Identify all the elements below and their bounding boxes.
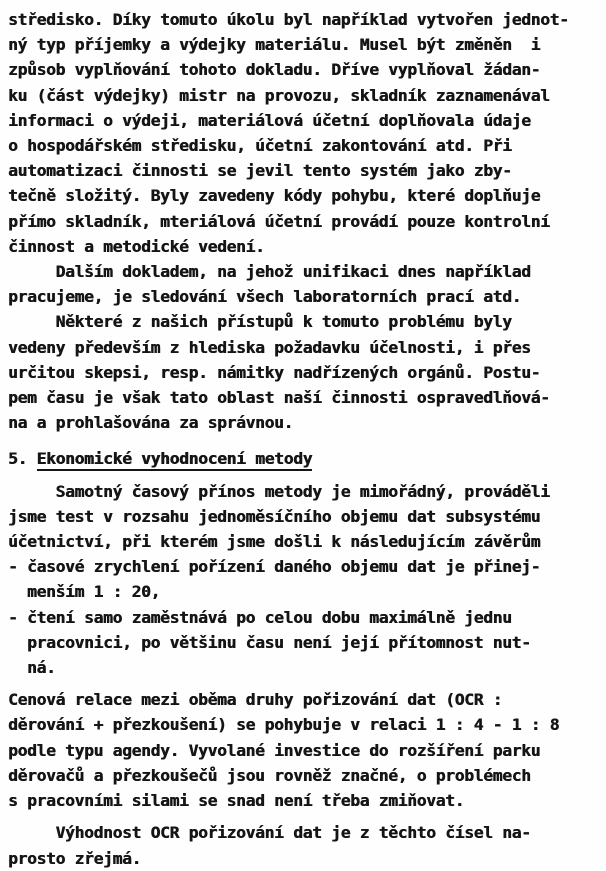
text-line: podle typu agendy. Vyvolané investice do rozšíření parku [8, 740, 541, 760]
text-line: o hospodářském středisku, účetní zakontování atd. Při [8, 136, 512, 156]
text-line: prosto zřejmá. [8, 848, 142, 868]
heading-title: Ekonomické vyhodnocení metody [37, 449, 313, 471]
paragraph [8, 687, 600, 813]
text-line: menším 1 : 20, [8, 582, 161, 602]
text-line: - čtení samo zaměstnává po celou dobu maximálně jednu [8, 607, 512, 627]
heading-number: 5. [8, 449, 37, 469]
text-line: tečně složitý. Byly zavedeny kódy pohybu, které doplňuje [8, 186, 541, 206]
text-line: určitou skepsi, resp. námitky nadřízených orgánů. Postu- [8, 362, 541, 382]
paragraph [8, 7, 600, 259]
text-line: ná. [8, 658, 56, 678]
text-line: vedeny především z hlediska požadavku účelnosti, i přes [8, 337, 531, 357]
text-line: - časové zrychlení pořízení daného objemu dat je přinej- [8, 557, 541, 577]
text-line: pracovnici, po většinu času není její přítomnost nut- [8, 632, 531, 652]
text-line: na a prohlašována za správnou. [8, 413, 294, 433]
paragraph [8, 259, 600, 309]
section-heading-line [8, 446, 600, 471]
text-line: Cenová relace mezi oběma druhy pořizování dat (OCR : [8, 690, 503, 710]
text-line: automatizaci činnosti se jevil tento systém jako zby- [8, 161, 512, 181]
text-line: Výhodnost OCR pořizování dat je z těchto čísel na- [8, 823, 531, 843]
text-line: středisko. Díky tomuto úkolu byl například vytvořen jednot- [8, 10, 569, 29]
text-line: Dalším dokladem, na jehož unifikaci dnes například [8, 262, 531, 282]
text-line: pracujeme, je sledování všech laboratorních prací atd. [8, 287, 522, 307]
text-line: děrovačů a přezkoušečů jsou rovněž značné, o problémech [8, 765, 531, 785]
text-line: ku (část výdejky) mistr na provozu, skladník zaznamenával [8, 85, 550, 105]
paragraph [8, 309, 600, 435]
text-line: děrování + přezkoušení) se pohybuje v relaci 1 : 4 - 1 : 8 [8, 715, 560, 735]
text-line: Některé z našich přístupů k tomuto problému byly [8, 312, 512, 332]
text-line: s pracovními silami se snad není třeba zmiňovat. [8, 791, 465, 811]
text-line: pem času je však tato oblast naší činnosti ospravedlňová- [8, 388, 550, 408]
paragraph [8, 820, 600, 870]
text-line: informaci o výdeji, materiálová účetní doplňovala údaje [8, 110, 531, 130]
paragraph [8, 479, 600, 681]
text-line: jsme test v rozsahu jednoměsíčního objemu dat subsystému [8, 506, 541, 526]
text-line: Samotný časový přínos metody je mimořádný, prováděli [8, 481, 550, 501]
section-heading [8, 446, 600, 471]
text-line: činnost a metodické vedení. [8, 236, 265, 256]
text-line: účetnictví, při kterém jsme došli k následujícím závěrům [8, 532, 541, 552]
text-line: způsob vyplňování tohoto dokladu. Dříve vyplňoval žádan- [8, 60, 541, 80]
text-line: ný typ příjemky a výdejky materiálu. Musel být změněn i [8, 35, 541, 55]
text-line: přímo skladník, mteriálová účetní provádí pouze kontrolní [8, 211, 550, 231]
